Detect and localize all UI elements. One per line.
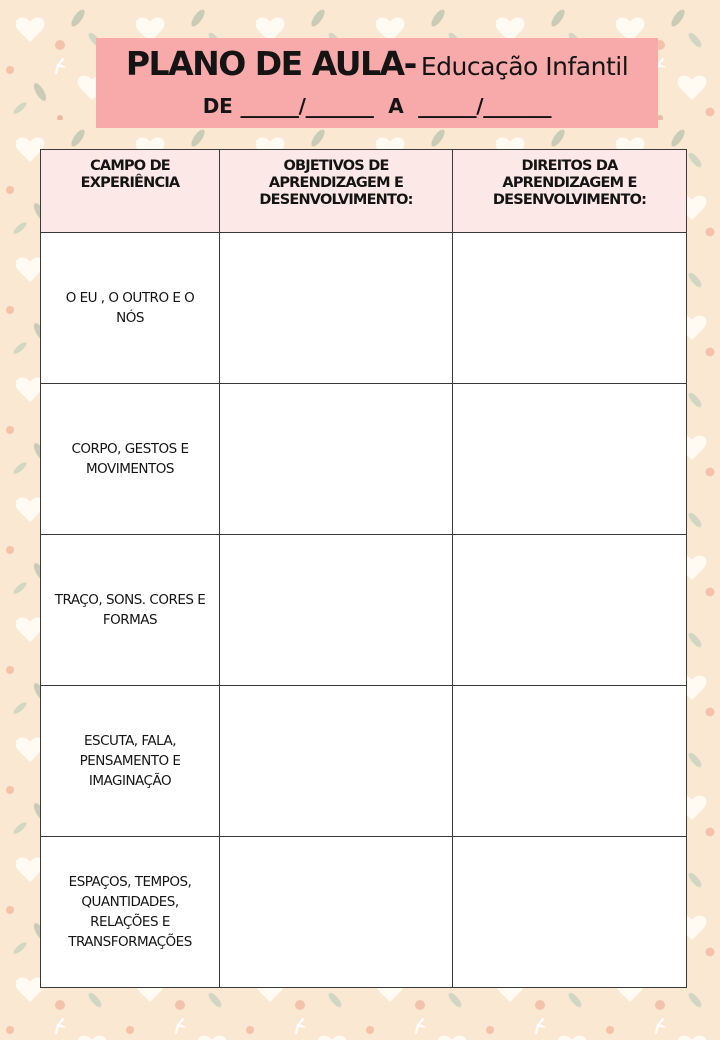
objectives-cell[interactable] (220, 837, 453, 988)
field-cell: CORPO, GESTOS E MOVIMENTOS (41, 384, 220, 535)
table-row (41, 535, 687, 686)
objectives-cell[interactable] (220, 535, 453, 686)
table-row (41, 384, 687, 535)
table-row (41, 233, 687, 384)
date-range-line (96, 94, 658, 118)
date-start-blank: ______/_______ (240, 94, 374, 118)
objectives-cell[interactable] (220, 686, 453, 837)
column-header-rights: DIREITOS DA APRENDIZAGEM E DESENVOLVIMENTO: (453, 150, 687, 233)
lesson-plan-table (40, 149, 687, 988)
rights-cell[interactable] (453, 686, 687, 837)
lesson-plan-sheet (40, 149, 686, 987)
rights-cell[interactable] (453, 837, 687, 988)
header-banner (96, 38, 658, 128)
table-row (41, 686, 687, 837)
column-header-field: CAMPO DE EXPERIÊNCIA (41, 150, 220, 233)
rights-cell[interactable] (453, 535, 687, 686)
title-subtitle: Educação Infantil (420, 52, 629, 81)
page-title (96, 44, 658, 83)
field-cell: ESCUTA, FALA, PENSAMENTO E IMAGINAÇÃO (41, 686, 220, 837)
field-cell: O EU , O OUTRO E O NÓS (41, 233, 220, 384)
table-row (41, 837, 687, 988)
rights-cell[interactable] (453, 384, 687, 535)
objectives-cell[interactable] (220, 233, 453, 384)
field-cell: ESPAÇOS, TEMPOS, QUANTIDADES, RELAÇÕES E TRANSFORMAÇÕES (41, 837, 220, 988)
date-end-blank: ______/_______ (418, 94, 552, 118)
date-prefix-label: DE (202, 94, 233, 118)
title-main: PLANO DE AULA- (125, 44, 416, 83)
objectives-cell[interactable] (220, 384, 453, 535)
field-cell: TRAÇO, SONS. CORES E FORMAS (41, 535, 220, 686)
column-header-objectives: OBJETIVOS DE APRENDIZAGEM E DESENVOLVIMENTO: (220, 150, 453, 233)
rights-cell[interactable] (453, 233, 687, 384)
table-header-row (41, 150, 687, 233)
date-connector-label: A (388, 94, 404, 118)
